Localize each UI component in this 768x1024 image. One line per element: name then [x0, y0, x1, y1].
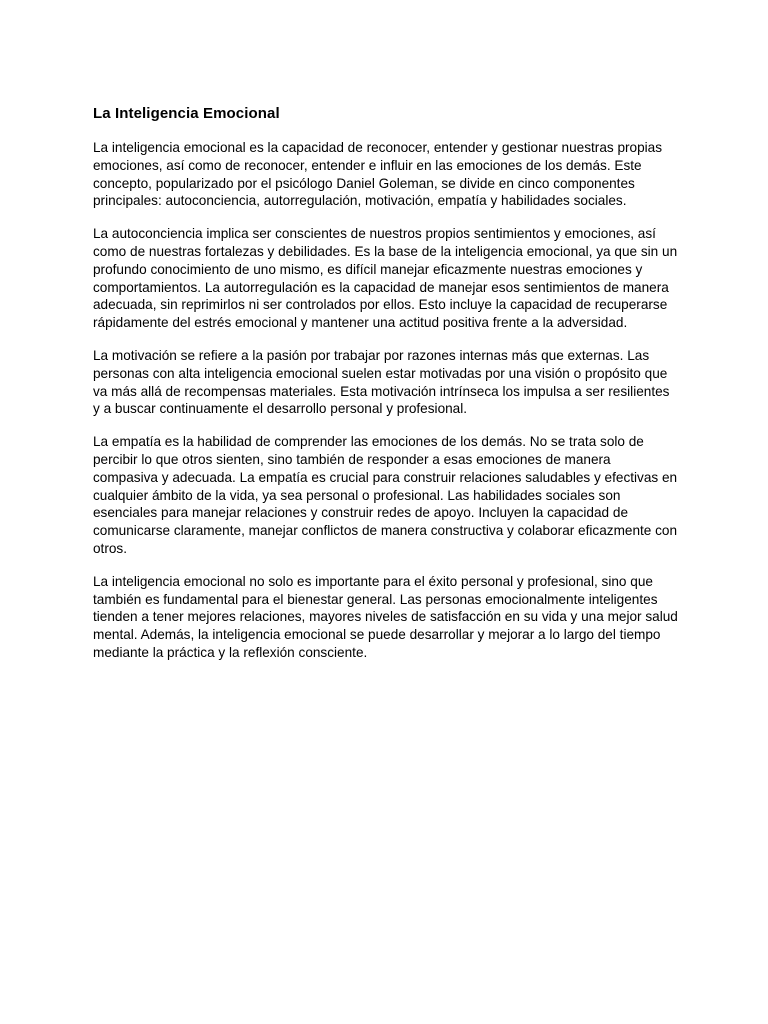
- paragraph-4: La empatía es la habilidad de comprender las emociones de los demás. No se trata solo de percibir lo que otros sienten, sino también de responder a esas emociones de manera compasiva y adecuada. La empatía es crucial para construir relaciones saludables y efectivas en cualquier ámbito de la vida, ya sea personal o profesional. Las habilidades sociales son esenciales para manejar relaciones y construir redes de apoyo. Incluyen la capacidad de comunicarse claramente, manejar conflictos de manera constructiva y colaborar eficazmente con otros.: [93, 434, 678, 556]
- paragraph-3: La motivación se refiere a la pasión por trabajar por razones internas más que externas. Las personas con alta inteligencia emocional suelen estar motivadas por una visión o propósito que va más allá de recompensas materiales. Esta motivación intrínseca los impulsa a ser resilientes y a buscar continuamente el desarrollo personal y profesional.: [93, 347, 670, 417]
- paragraph-1: La inteligencia emocional es la capacidad de reconocer, entender y gestionar nuestras propias emociones, así como de reconocer, entender e influir en las emociones de los demás. Este concepto, popularizado por el psicólogo Daniel Goleman, se divide en cinco componentes principales: autoconciencia, autorregulación, motivación, empatía y habilidades sociales.: [93, 140, 663, 209]
- paragraph-5: La inteligencia emocional no solo es importante para el éxito personal y profesional, sino que también es fundamental para el bienestar general. Las personas emocionalmente inteligentes tienden a tener mejores relaciones, mayores niveles de satisfacción en su vida y una mejor salud mental. Además, la inteligencia emocional se puede desarrollar y mejorar a lo largo del tiempo mediante la práctica y la reflexión consciente.: [93, 573, 678, 660]
- document-body: [93, 105, 678, 677]
- document-title: La Inteligencia Emocional: [93, 105, 280, 122]
- paragraph-2: La autoconciencia implica ser conscientes de nuestros propios sentimientos y emociones, así como de nuestras fortalezas y debilidades. Es la base de la inteligencia emocional, ya que sin un profundo conocimiento de uno mismo, es difícil manejar eficazmente nuestras emociones y comportamientos. La autorregulación es la capacidad de manejar esos sentimientos de manera adecuada, sin reprimirlos ni ser controlados por ellos. Esto incluye la capacidad de recuperarse rápidamente del estrés emocional y mantener una actitud positiva frente a la adversidad.: [93, 226, 678, 331]
